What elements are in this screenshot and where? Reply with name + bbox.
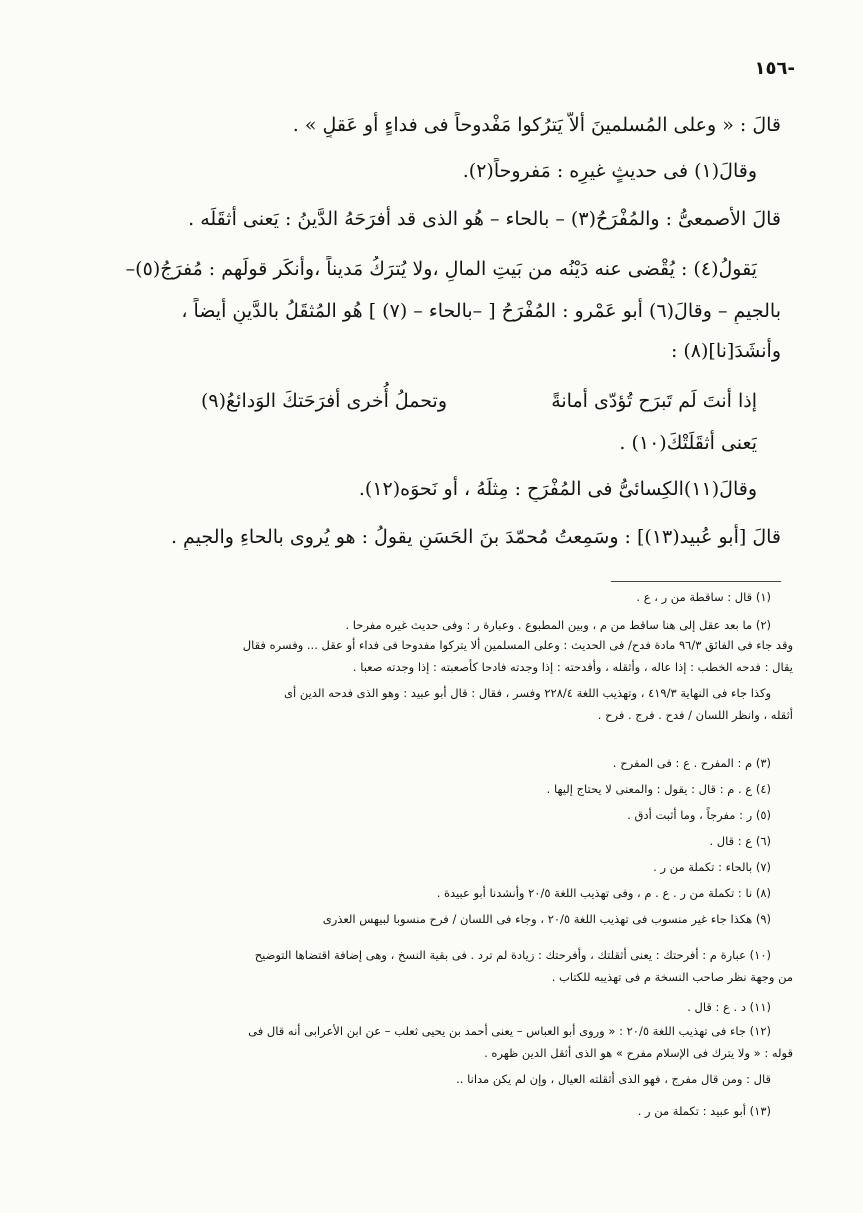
text-line: بالجيمِ – وقالَ(٦) أبو عَمْرو : المُفْرَحُ [ –بالحاء – (٧) ] هُو المُثقَلُ بالدَّينِ أيضاً ، (181, 300, 781, 322)
footnote: (١٠) عبارة م : أفرحتك : يعنى أثقلتك ، وأفرحتك : زيادة لم ترد . فى بقية النسخ ، وهى إضافة اقتضاها التوضيح (254, 948, 771, 962)
footnote: (٩) هكذا جاء غير منسوب فى تهذيب اللغة ٢٠/٥ ، وجاء فى اللسان / فرح منسوبا لبيهس العذرى (322, 912, 771, 926)
verse-first-hemistich: إذا أنتَ لَم تَبرَح تُؤدّى أمانةً (551, 390, 757, 412)
text-line: يَعنى أَثقَلَتْكَ(١٠) . (619, 432, 757, 454)
footnote: من وجهة نظر صاحب النسخة م فى تهذيبه للكتاب . (551, 970, 793, 984)
text-line: وقالَ(١١)الكِسائىُّ فى المُفْرَحِ : مِثلَهُ ، أو نَحوَه(١٢). (358, 478, 757, 500)
text-line: قالَ [أبو عُبيد(١٣)] : وسَمِعتُ مُحمّدَ بنَ الحَسَنِ يقولُ : هو يُروى بالحاءِ والجيمِ . (170, 526, 781, 548)
footnote: يقال : فدحه الخطب : إذا عاله ، وأثقله ، وأفدحته : إذا وجدته فادحا كأصعبته : إذا وجدته صعبا . (352, 660, 793, 674)
page-number: -١٥٦ (754, 58, 795, 79)
footnote: (٢) ما بعد عقل إلى هنا ساقط من م ، وبين المطبوع . وعبارة ر : وفى حديث غيره مفرحا . (345, 618, 771, 632)
text-line: قالَ الأصمعىُّ : والمُفْرَحُ(٣) – بالحاء – هُو الذى قد أَفرَحَهُ الدَّينُ : يَعنى أَثقَلَه . (188, 208, 781, 230)
poem-verse (77, 388, 757, 414)
footnote: (٤) ع . م : قال : يقول : والمعنى لا يحتاج إليها . (546, 782, 771, 796)
verse-second-hemistich: وتحملُ أُخرى أفرَحَتكَ الوَدائعُ(٩) (200, 390, 447, 412)
footnote: قوله : « ولا يترك فى الإسلام مفرح » هو الذى أثقل الدين ظهره . (484, 1046, 793, 1060)
text-line: قالَ : « وعلى المُسلمينَ ألاّ يَترُكوا مَفْدوحاً فى فداءٍ أو عَقلٍ » . (292, 114, 781, 136)
footnote: (١٣) أبو عبيد : تكملة من ر . (637, 1104, 771, 1118)
footnote: (٣) م : المفرح . ع : فى المفرح . (612, 756, 771, 770)
footnote: (٦) ع : قال . (709, 834, 771, 848)
footnote: (٥) ر : مفرجاً ، وما أثبت أدق . (627, 808, 771, 822)
footnote: قال : ومن قال مفرج ، فهو الذى أثقلته العيال ، وإن لم يكن مدانا .. (456, 1072, 771, 1086)
footnote: أثقله ، وانظر اللسان / فدح . فرج . فرح . (597, 708, 793, 722)
footnote: وقد جاء فى الفائق ٩٦/٣ مادة فدح/ فى الحديث : وعلى المسلمين ألا يتركوا مفدوحا فى فداء أو عقل ... وفسره فقال (242, 638, 793, 652)
footnote: (١) قال : ساقطة من ر ، ع . (636, 590, 771, 604)
footnote: (١٢) جاء فى تهذيب اللغة ٢٠/٥ : « وروى أبو العباس – يعنى أحمد بن يحيى ثعلب – عن ابن الأعرابى أنه قال فى (248, 1024, 771, 1038)
footnote: (١١) د . ع : قال . (687, 1000, 771, 1014)
text-line: وقالَ(١) فى حديثٍ غيرِه : مَفروحاً(٢). (462, 160, 757, 182)
text-line: يَقولُ(٤) : يُقْضى عنه دَيْنُه من بَيتِ المالِ ،ولا يُترَكُ مَديناً ،وأَنكَر قولَهم : مُفرَجُ(٥)– (125, 258, 757, 280)
footnote: وكذا جاء فى النهاية ٤١٩/٣ ، وتهذيب اللغة ٢٢٨/٤ وفسر ، فقال : قال أبو عبيد : وهو الذى فدحه الدين أى (284, 686, 771, 700)
text-line: وأَنشَدَ[نا](٨) : (670, 340, 781, 362)
footnote: (٨) نا : تكملة من ر . ع . م ، وفى تهذيب اللغة ٢٠/٥ وأنشدنا أبو عبيدة . (436, 886, 771, 900)
footnote: (٧) بالحاء : تكملة من ر . (653, 860, 771, 874)
footnote-divider (611, 581, 781, 582)
